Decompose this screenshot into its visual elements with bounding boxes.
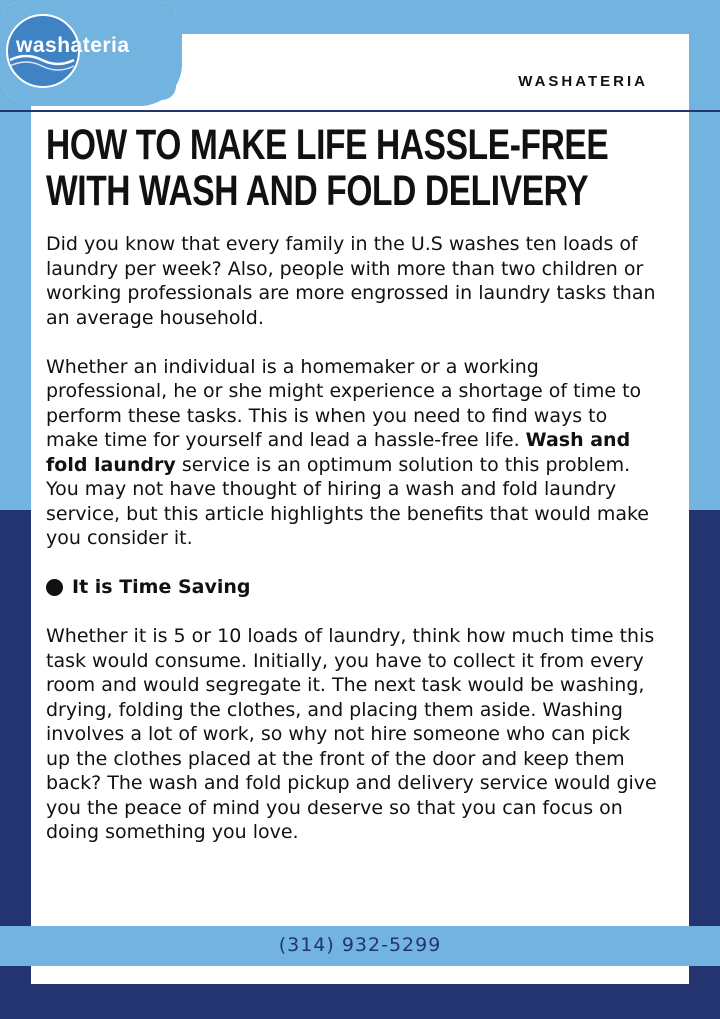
header-divider: [0, 110, 720, 112]
paragraph-solution: [46, 355, 658, 551]
brand-label: WASHATERIA: [518, 73, 648, 90]
bullet-icon: [46, 579, 63, 596]
paragraph-solution-text-b: service is an optimum solution to this problem. You may not have thought of hiring a wash and fold laundry service, but this article highlights the benefits that would make you consider it.: [46, 453, 649, 549]
article-body: [46, 232, 658, 869]
logo[interactable]: [4, 2, 176, 100]
paragraph-time-saving: Whether it is 5 or 10 loads of laundry, think how much time this task would consume. Initially, you have to collect it from every room and would segregate it. The next task would be washing, drying, folding the clothes, and placing them aside. Washing involves a lot of work, so why not hire someone who can pick up the clothes placed at the front of the door and keep them back? The wash and fold pickup and delivery service would give you the peace of mind you deserve so that you can focus on doing something you love.: [46, 625, 657, 843]
wash-and-fold-link[interactable]: Wash and fold laundry: [46, 429, 631, 476]
logo-wordmark: washateria: [16, 34, 130, 57]
bullet-item: [46, 575, 658, 600]
paragraph-solution-text-a: Whether an individual is a homemaker or a working professional, he or she might experience a shortage of time to perform these tasks. This is when you need to find ways to make time for yourself and lead a hassle-free life.: [46, 355, 642, 451]
bullet-heading: It is Time Saving: [72, 576, 251, 598]
article-title: HOW TO MAKE LIFE HASSLE-FREE WITH WASH AND FOLD DELIVERY: [46, 121, 609, 215]
phone-number[interactable]: (314) 932-5299: [278, 934, 442, 956]
paragraph-intro: Did you know that every family in the U.S washes ten loads of laundry per week? Also, people with more than two children or working professionals are more engrossed in laundry tasks than an average household.: [46, 233, 656, 329]
